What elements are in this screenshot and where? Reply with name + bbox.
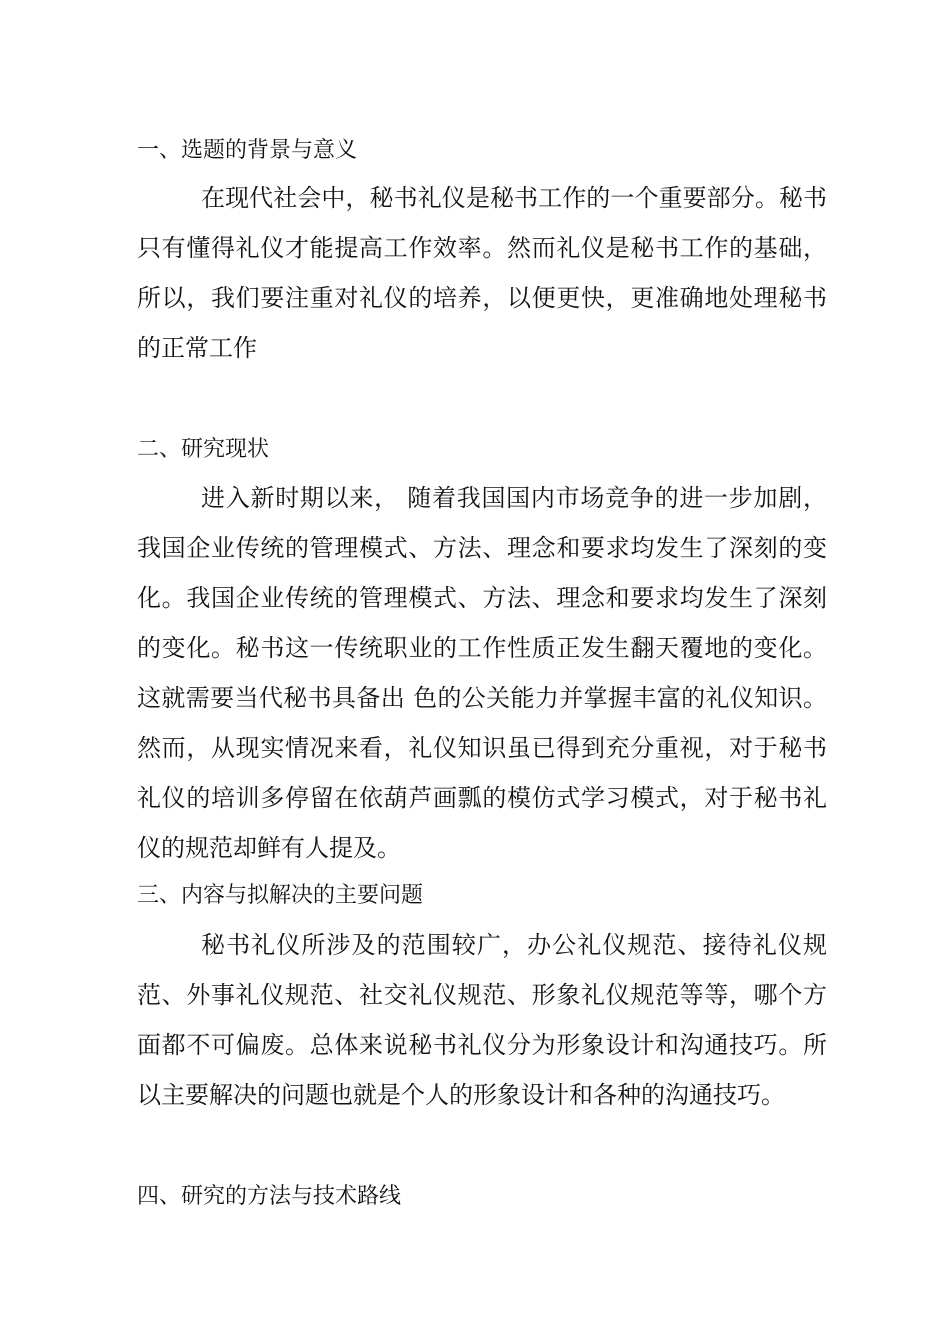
- section-1-heading: 一、选题的背景与意义: [137, 138, 358, 163]
- section-2-heading: 二、研究现状: [137, 437, 270, 462]
- section-3-body: 秘书礼仪所涉及的范围较广，办公礼仪规范、接待礼仪规范、外事礼仪规范、社交礼仪规范、形象礼仪规范等等，哪个方面都不可偏废。总体来说秘书礼仪分为形象设计和沟通技巧。所以主要解决的问题也就是个人的形象设计和各种的沟通技巧。: [137, 931, 827, 1109]
- section-1-body: 在现代社会中，秘书礼仪是秘书工作的一个重要部分。秘书只有懂得礼仪才能提高工作效率。然而礼仪是秘书工作的基础，所以，我们要注重对礼仪的培养，以便更快，更准确地处理秘书的正常工作: [137, 184, 827, 362]
- section-2-body: 进入新时期以来， 随着我国国内市场竞争的进一步加剧， 我国企业传统的管理模式、方法、理念和要求均发生了深刻的变化。我国企业传统的管理模式、方法、理念和要求均发生了深刻的变化。秘书这一传统职业的工作性质正发生翻天覆地的变化。这就需要当代秘书具备出 色的公关能力并掌握丰富的礼仪知识。然而，从现实情况来看，礼仪知识虽已得到充分重视，对于秘书礼仪的培训多停留在依葫芦画瓢的模仿式学习模式，对于秘书礼仪的规范却鲜有人提及。: [137, 484, 827, 862]
- section-3-heading: 三、内容与拟解决的主要问题: [137, 883, 424, 908]
- section-4-heading: 四、研究的方法与技术路线: [137, 1184, 402, 1209]
